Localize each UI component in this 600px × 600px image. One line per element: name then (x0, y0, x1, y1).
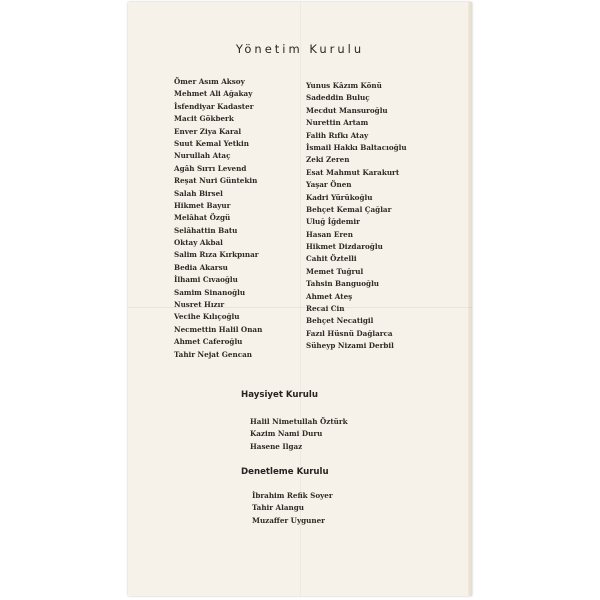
board-members-right (306, 80, 407, 353)
member-name: Zeki Zeren (306, 155, 350, 165)
member-name: Fazıl Hüsnü Dağlarca (306, 328, 393, 338)
member-name: Uluğ İğdemir (306, 217, 360, 227)
denetleme-members (252, 490, 333, 527)
member-name: Bedia Akarsu (174, 262, 228, 272)
member-name: Falih Rıfkı Atay (306, 130, 369, 140)
member-name: Hikmet Dizdaroğlu (306, 242, 383, 252)
member-name: Tahir Alangu (252, 503, 305, 513)
member-name: Oktay Akbal (174, 238, 223, 248)
member-name: Melâhat Özgü (174, 213, 231, 223)
member-name: Ömer Asım Aksoy (174, 77, 245, 86)
member-name: Reşat Nuri Güntekin (174, 176, 258, 186)
member-name: Kazim Nami Duru (250, 429, 323, 439)
member-name: Nurettin Artam (306, 118, 369, 128)
member-name: Süheyp Nizami Derbil (306, 341, 394, 351)
member-name: Kadri Yürükoğlu (306, 192, 373, 202)
member-name: Selâhattin Batu (174, 225, 238, 235)
member-name: Necmettin Halil Onan (174, 324, 263, 334)
member-name: İsfendiyar Kadaster (174, 101, 254, 111)
haysiyet-members (250, 416, 348, 453)
board-members-left (174, 76, 262, 361)
member-name: Mecdut Mansuroğlu (306, 105, 388, 115)
member-name: Macit Gökberk (174, 114, 234, 124)
member-name: Recai Cin (306, 304, 345, 314)
member-name: Behçet Necatigil (306, 316, 374, 326)
document-page (128, 2, 472, 596)
member-name: Yunus Kâzım Könü (306, 81, 382, 90)
section-title-denetleme: Denetleme Kurulu (241, 467, 329, 477)
page-title: Yönetim Kurulu (235, 42, 365, 56)
member-name: Yaşar Önen (306, 180, 352, 190)
member-name: Memet Tuğrul (306, 266, 364, 276)
member-name: Cahit Öztelli (306, 254, 357, 264)
member-name: Enver Ziya Karal (174, 126, 242, 136)
member-name: Sadeddin Buluç (306, 93, 370, 103)
member-name: İsmail Hakkı Baltacıoğlu (306, 142, 407, 152)
member-name: Hasan Eren (306, 229, 353, 239)
member-name: Halil Nimetullah Öztürk (250, 417, 348, 426)
member-name: Behçet Kemal Çağlar (306, 204, 392, 214)
member-name: Vecihe Kılıçoğlu (174, 312, 240, 322)
member-name: Esat Mahmut Karakurt (306, 167, 400, 177)
member-name: Tahir Nejat Gencan (174, 349, 252, 359)
member-name: Hikmet Bayur (174, 200, 231, 210)
member-name: Agâh Sırrı Levend (174, 163, 247, 173)
member-name: Tahsin Banguoğlu (306, 279, 380, 289)
member-name: Suut Kemal Yetkin (174, 138, 249, 148)
member-name: Nusret Hızır (174, 300, 225, 310)
paper-edge (468, 2, 472, 596)
member-name: İbrahim Refik Soyer (252, 491, 333, 500)
member-name: Samim Sinanoğlu (174, 287, 246, 297)
member-name: Muzaffer Uyguner (252, 515, 325, 525)
member-name: Nurullah Ataç (174, 151, 231, 161)
section-title-haysiyet: Haysiyet Kurulu (241, 390, 318, 400)
member-name: Mehmet Ali Ağakay (174, 89, 253, 99)
member-name: Salah Birsel (174, 188, 223, 198)
member-name: Ahmet Caferoğlu (174, 337, 243, 347)
member-name: Ahmet Ateş (306, 291, 353, 301)
member-name: İlhami Cıvaoğlu (174, 275, 238, 285)
member-name: Salim Rıza Kırkpınar (174, 250, 259, 260)
member-name: Hasene Ilgaz (250, 441, 303, 451)
